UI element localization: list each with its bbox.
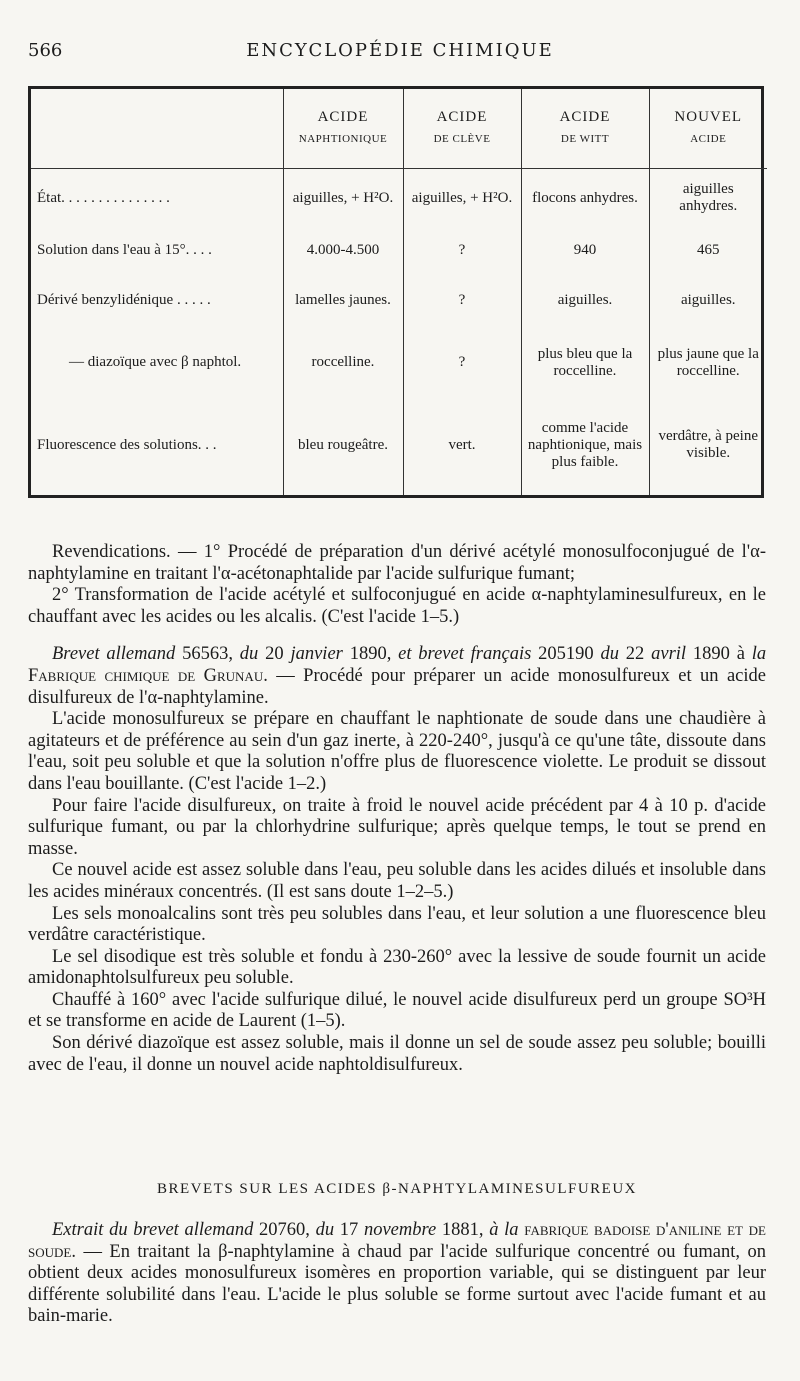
table-cell: aiguilles. <box>521 272 649 330</box>
paragraph: Chauffé à 160° avec l'acide sulfurique dilué, le nouvel acide disulfureux perd un groupe SO³H et se transforme en acide de Laurent (1–5). <box>28 989 766 1032</box>
paragraph: L'acide monosulfureux se prépare en chauffant le naphtionate de soude dans une chaudière à agitateurs et de préférence au sein d'un gaz inerte, à 220-240°, jusqu'à ce qu'une tâte, dissoute dans l'eau, soit peu soluble et que la solution n'offre plus de fluorescence violette. Le produit se dissout dans l'eau bouillante. (C'est l'acide 1–2.) <box>28 709 766 794</box>
column-header: ACIDE NAPHTIONIQUE <box>283 89 403 168</box>
paragraph: Les sels monoalcalins sont très peu solubles dans l'eau, et leur solution a une fluorescence bleu verdâtre caractéristique. <box>28 903 766 946</box>
table-cell: ? <box>403 330 521 396</box>
table-cell: comme l'acide naphtionique, mais plus faible. <box>521 396 649 495</box>
column-header: ACIDE DE CLÈVE <box>403 89 521 168</box>
paragraph: Pour faire l'acide disulfureux, on traite à froid le nouvel acide précédent par 4 à 10 p. d'acide sulfurique fumant, ou par la chlorhydrine sulfurique; après quelque temps, le tout se prend en masse. <box>28 795 766 859</box>
row-label: État. . . . . . . . . . . . . . . <box>37 189 170 206</box>
table-cell: plus jaune que la roccelline. <box>649 330 767 396</box>
table-row <box>31 396 767 495</box>
table-cell: lamelles jaunes. <box>283 272 403 330</box>
page-number: 566 <box>28 40 63 61</box>
table-cell: plus bleu que la roccelline. <box>521 330 649 396</box>
page-header <box>28 40 772 64</box>
table-cell: ? <box>403 228 521 271</box>
column-header: ACIDE DE WITT <box>521 89 649 168</box>
patent-paragraph: Extrait du brevet allemand 20760, du 17 novembre 1881, à la fabrique badoise d'aniline et de soude. — En traitant la β-naphtylamine à chaud par l'acide sulfurique concentré ou fumant, on obtient deux acides monosulfureux isomères en proportion variable, qui se distinguent par leur différente solubilité dans l'eau. L'acide le plus soluble se forme surtout avec l'acide fumant et au bain-marie. <box>28 1220 766 1327</box>
row-label: Dérivé benzylidénique . . . . . <box>37 292 211 309</box>
table-cell: ? <box>403 272 521 330</box>
table-row <box>31 330 767 396</box>
table-cell: verdâtre, à peine visible. <box>649 396 767 495</box>
table-cell: aiguilles, + H²O. <box>403 168 521 228</box>
row-label: Fluorescence des solutions. . . <box>37 436 217 453</box>
comparison-table <box>28 86 764 498</box>
patent-paragraph: Brevet allemand 56563, du 20 janvier 1890, et brevet français 205190 du 22 avril 1890 à la Fabrique chimique de Grunau. — Procédé pour préparer un acide monosulfureux et un acide disulfureux de l'α-naphtylamine. <box>28 644 767 708</box>
table-cell: vert. <box>403 396 521 495</box>
table-cell: 465 <box>649 228 767 271</box>
paragraph: Son dérivé diazoïque est assez soluble, mais il donne un sel de soude assez peu soluble; bouilli avec de l'eau, il donne un nouvel acide naphtoldisulfureux. <box>28 1033 766 1075</box>
column-header: NOUVEL ACIDE <box>649 89 767 168</box>
table-row <box>31 228 767 271</box>
table-cell: aiguilles. <box>649 272 767 330</box>
table-cell: flocons anhydres. <box>521 168 649 228</box>
table-row <box>31 168 767 228</box>
paragraph: Ce nouvel acide est assez soluble dans l'eau, peu soluble dans les acides dilués et insoluble dans les acides minéraux concentrés. (Il est sans doute 1–2–5.) <box>28 860 766 902</box>
table-header-row <box>31 89 767 168</box>
row-label: — diazoïque avec β naphtol. <box>69 354 242 371</box>
body-text-final <box>28 1220 766 1328</box>
body-text <box>28 542 766 1076</box>
table-cell: bleu rougeâtre. <box>283 396 403 495</box>
table-cell: aiguilles anhydres. <box>649 168 767 228</box>
paragraph: Revendications. — 1° Procédé de préparation d'un dérivé acétylé monosulfoconjugué de l'α-naphtylamine en traitant l'α-acétonaphtalide par l'acide sulfurique fumant; <box>28 542 766 584</box>
table-header-blank <box>31 89 283 168</box>
running-title: ENCYCLOPÉDIE CHIMIQUE <box>246 40 554 61</box>
paragraph: Le sel disodique est très soluble et fondu à 230-260° avec la lessive de soude fournit un acide amidonaphtolsulfureux peu soluble. <box>28 946 766 989</box>
table-cell: roccelline. <box>283 330 403 396</box>
table-cell: aiguilles, + H²O. <box>283 168 403 228</box>
table-cell: 940 <box>521 228 649 271</box>
row-label: Solution dans l'eau à 15°. . . . <box>37 241 212 258</box>
table-row <box>31 272 767 330</box>
section-title: BREVETS SUR LES ACIDES β-NAPHTYLAMINESULFUREUX <box>157 1181 637 1197</box>
table-cell: 4.000-4.500 <box>283 228 403 271</box>
paragraph: 2° Transformation de l'acide acétylé et sulfoconjugué en acide α-naphtylaminesulfureux, en le chauffant avec les acides ou les alcalis. (C'est l'acide 1–5.) <box>28 585 766 627</box>
